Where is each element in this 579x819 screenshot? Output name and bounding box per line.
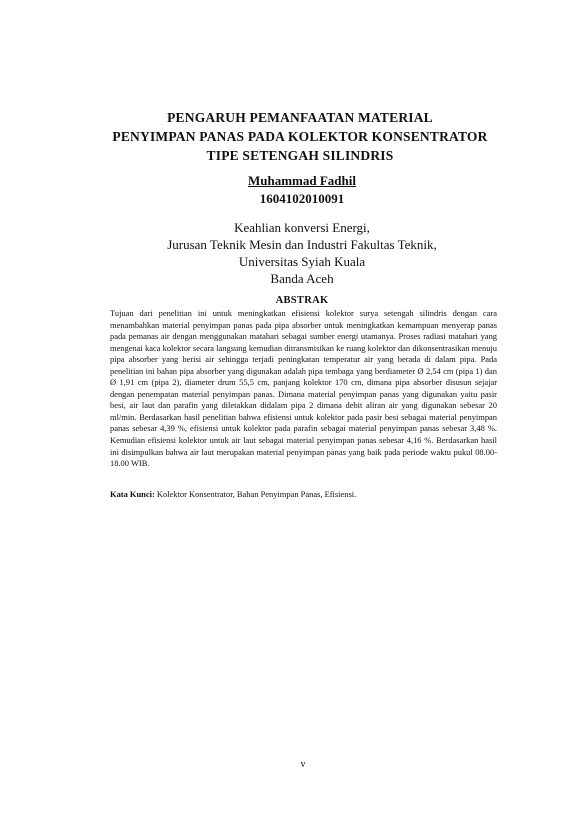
paper-title	[60, 108, 540, 165]
keywords	[110, 489, 510, 501]
title-line-1: PENGARUH PEMANFAATAN MATERIAL	[167, 110, 433, 125]
author-name: Muhammad Fadhil	[248, 173, 356, 188]
abstract-text: Tujuan dari penelitian ini untuk meningkatkan efisiensi kolektor surya setengah silindris dengan cara menambahkan material penyimpan panas pada pipa absorber untuk meningkatkan kemampuan menyerap panas pada pemanas air dengan menggunakan matahari sebagai sumber energi utamanya. Proses radiasi matahari yang mengenai kaca kolektor secara langsung kemudian ditransmisikan ke ruang kolektor dan dikonsentrasikan menuju pipa absorber yang berisi air sehingga terjadi peningkatan temperatur air yang berada di dalam pipa. Pada penelitian ini bahan pipa absorber yang digunakan adalah pipa tembaga yang berdiameter Ø 2,54 cm (pipa 1) dan Ø 1,91 cm (pipa 2), diameter drum 55,5 cm, panjang kolektor 170 cm, dimana pipa absorber disusun sejajar dengan penempatan material penyimpan panas. Dimana material penyimpan panas yang digunakan yaitu pasir besi, air laut dan parafin yang diletakkan didalam pipa 2 dimana debit aliran air yang digunakan sebesar 20 ml/min. Berdasarkan hasil penelitian bahwa efisiensi untuk kolektor pada pasir besi sebagai material penyimpan panas sebesar 4,39 %, efisiensi untuk kolektor pada parafin sebagai material penyimpan panas sebesar 3,48 %. Kemudian efisiensi kolektor untuk air laut sebagai material penyimpan panas sebesar 4,16 %. Berdasarkan hasil ini disimpulkan bahwa air laut merupakan material penyimpan panas yang baik pada periode waktu pukul 08.00-18.00 WIB.	[110, 308, 497, 469]
author-id: 1604102010091	[259, 191, 345, 206]
page-number: v	[300, 759, 306, 770]
keywords-text: Kolektor Konsentrator, Bahan Penyimpan Panas, Efisiensi.	[154, 489, 357, 499]
author-block	[60, 172, 544, 208]
affiliation-line-3: Universitas Syiah Kuala	[238, 254, 366, 269]
abstract-heading: ABSTRAK	[275, 295, 329, 306]
title-line-3: TIPE SETENGAH SILINDRIS	[206, 148, 394, 163]
title-line-2: PENYIMPAN PANAS PADA KOLEKTOR KONSENTRATOR	[112, 129, 488, 144]
affiliation-line-4: Banda Aceh	[270, 271, 334, 286]
affiliation-block	[60, 219, 544, 287]
keywords-label: Kata Kunci:	[110, 489, 155, 499]
affiliation-line-1: Keahlian konversi Energi,	[234, 220, 370, 235]
affiliation-line-2: Jurusan Teknik Mesin dan Industri Fakultas Teknik,	[167, 237, 437, 252]
